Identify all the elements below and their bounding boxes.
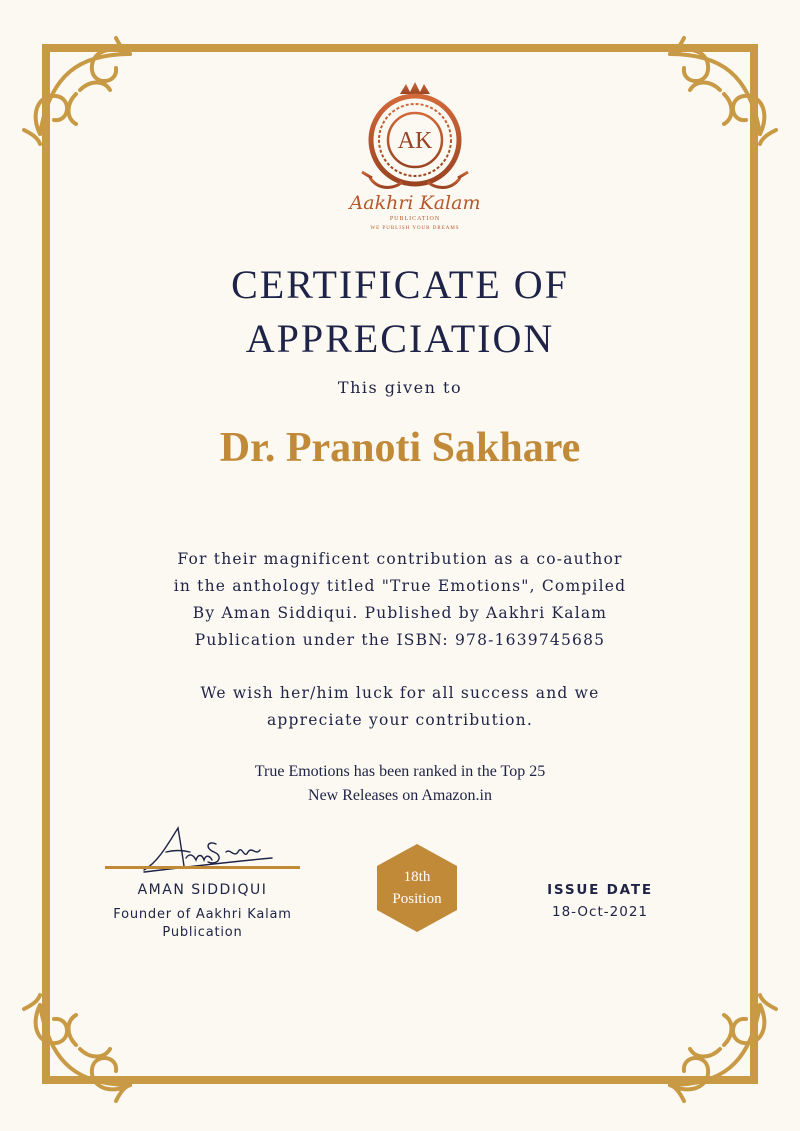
ranking-text xyxy=(190,760,610,808)
certificate-title xyxy=(0,258,800,366)
rank-line: True Emotions has been ranked in the Top 25 xyxy=(254,763,546,780)
logo-tagline: WE PUBLISH YOUR DREAMS xyxy=(370,226,460,231)
given-to-label: This given to xyxy=(337,378,463,397)
wish-text xyxy=(110,680,690,734)
issue-date-label: ISSUE DATE xyxy=(547,882,653,898)
title-line-2: APPRECIATION xyxy=(245,316,555,361)
logo-monogram: AK xyxy=(397,128,433,154)
role-line: Publication xyxy=(162,925,243,940)
body-line: For their magnificent contribution as a co-author xyxy=(177,550,623,568)
role-line: Founder of Aakhri Kalam xyxy=(113,907,292,922)
signature-scribble-icon xyxy=(138,822,278,878)
corner-flourish-icon xyxy=(640,34,780,174)
signatory-role xyxy=(95,906,310,942)
body-line: in the anthology titled "True Emotions", Compiled xyxy=(173,577,627,595)
signature-line xyxy=(105,866,300,869)
rank-line: New Releases on Amazon.in xyxy=(308,787,492,804)
logo-name: Aakhri Kalam xyxy=(349,192,481,214)
body-line: By Aman Siddiqui. Published by Aakhri Kalam xyxy=(192,604,608,622)
logo-subtitle: PUBLICATION xyxy=(389,216,441,222)
issue-date-value: 18-Oct-2021 xyxy=(552,904,648,920)
badge-line-1: 18th xyxy=(403,869,431,885)
corner-flourish-icon xyxy=(640,965,780,1105)
position-badge xyxy=(375,866,459,910)
wish-line: appreciate your contribution. xyxy=(266,711,533,729)
badge-line-2: Position xyxy=(392,891,442,907)
recipient-name: Dr. Pranoti Sakhare xyxy=(219,425,581,471)
body-line: Publication under the ISBN: 978-1639745685 xyxy=(194,631,606,649)
signatory-name: AMAN SIDDIQUI xyxy=(137,882,268,898)
contribution-text xyxy=(110,546,690,654)
corner-flourish-icon xyxy=(20,34,160,174)
wish-line: We wish her/him luck for all success and we xyxy=(200,684,600,702)
title-line-1: CERTIFICATE OF xyxy=(231,262,569,307)
corner-flourish-icon xyxy=(20,965,160,1105)
